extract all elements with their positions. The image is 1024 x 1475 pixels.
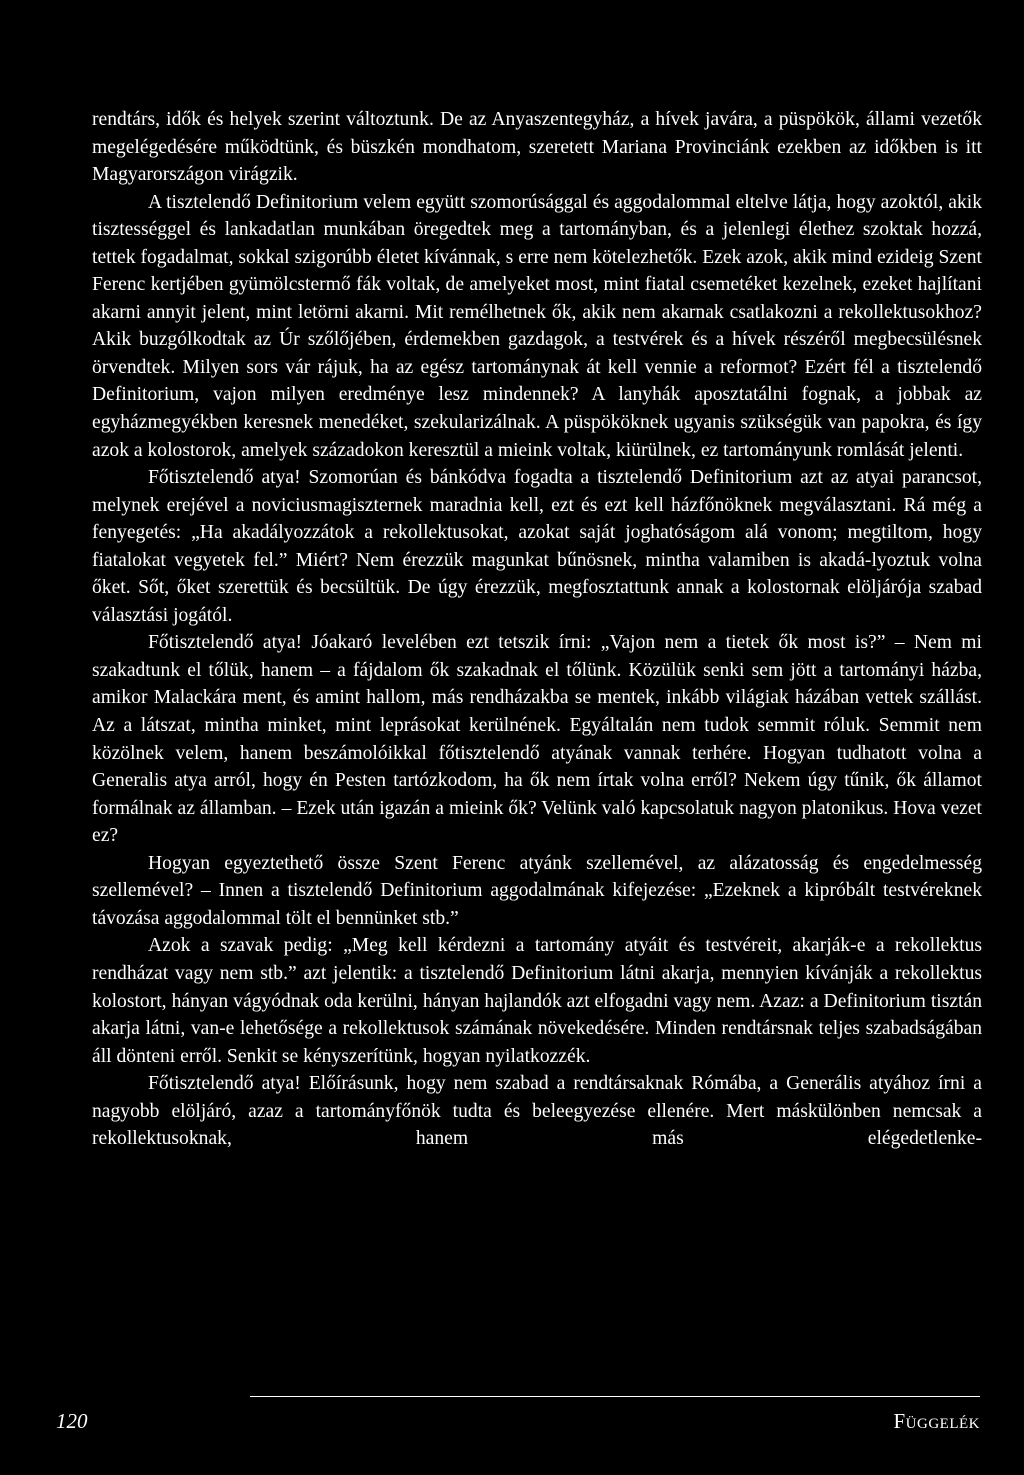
paragraph: A tisztelendő Definitorium velem együtt szomorúsággal és aggodalommal eltelve látja, hogy azoktól, akik tisztességgel és lankadatlan munkában öregedtek meg a tartományban, és a jelenlegi élethez szoktak hozzá, tettek fogadalmat, sokkal szigorúbb életet kívánnak, s erre nem kötelezhetők. Ezek azok, akik mind ezideig Szent Ferenc kertjében gyümölcstermő fák voltak, de amelyeket most, mint fiatal csemetéket kezelnek, ezeket hajlítani akarni annyit jelent, mint letörni akarni. Mit remélhetnek ők, akik nem akarnak csatlakozni a rekollektusokhoz? Akik buzgólkodtak az Úr szőlőjében, érdemekben gazdagok, a testvérek és a hívek részéről megbecsülésnek örvendtek. Milyen sors vár rájuk, ha az egész tartománynak át kell vennie a reformot? Ezért fél a tisztelendő Definitorium, vajon milyen eredménye lesz mindennek? A lanyhák aposztatálni fognak, a jobbak az egyházmegyékben keresnek menedéket, szekularizálnak. A püspököknek ugyanis szükségük van papokra, és így azok a kolostorok, amelyek századokon keresztül a mieink voltak, kiürülnek, ez tartományunk romlását jelenti. bbox=[92, 191, 982, 461]
paragraph: Főtisztelendő atya! Jóakaró levelében ezt tetszik írni: „Vajon nem a tietek ők most is?” – Nem mi szakadtunk el tőlük, hanem – a fájdalom ők szakadnak el tőlünk. Közülük senki sem jött a tartományi házba, amikor Malackára ment, és amint hallom, más rendházakba se mentek, inkább világiak házában vettek szállást. Az a látszat, mintha minket, mint leprásokat kerülnének. Egyáltalán nem tudok semmit róluk. Semmit nem közölnek velem, hanem beszámolóikkal főtisztelendő atyának vannak terhére. Hogyan tudhatott volna a Generalis atya arról, hogy én Pesten tartózkodom, ha ők nem írtak volna erről? Nekem úgy tűnik, ők államot formálnak az államban. – Ezek után igazán a mieink ők? Velünk való kapcsolatuk nagyon platonikus. Hova vezet ez? bbox=[92, 632, 982, 847]
paragraph: Azok a szavak pedig: „Meg kell kérdezni a tartomány atyáit és testvéreit, akarják-e a rekollektus rendházat vagy nem stb.” azt jelentik: a tisztelendő Definitorium látni akarja, mennyien kívánják a rekollektus kolostort, hányan vágyódnak oda kerülni, hányan hajlandók azt elfogadni vagy nem. Azaz: a Definitorium tisztán akarja látni, van-e lehetősége a rekollektusok számának növekedésére. Minden rendtársnak teljes szabadságában áll dönteni erről. Senkit se kényszerítünk, hogyan nyilatkozzék. bbox=[92, 935, 982, 1067]
page-body-text bbox=[92, 106, 982, 1153]
paragraph: Hogyan egyeztethető össze Szent Ferenc atyánk szellemével, az alázatosság és engedelmesség szellemével? – Innen a tisztelendő Definitorium aggodalmának kifejezése: „Ezeknek a kipróbált testvéreknek távozása aggodalommal tölt el bennünket stb.” bbox=[92, 852, 982, 929]
paragraph: Főtisztelendő atya! Előírásunk, hogy nem szabad a rendtársaknak Rómába, a Generális atyához írni a nagyobb elöljáró, azaz a tartományfőnök tudta és beleegyezése ellenére. Mert máskülönben nemcsak a rekollektusoknak, hanem más elégedetlenke- bbox=[92, 1073, 982, 1150]
footer-rule bbox=[250, 1396, 980, 1397]
page-number: 120 bbox=[56, 1409, 88, 1433]
running-title: Függelék bbox=[893, 1409, 980, 1433]
paragraph: Főtisztelendő atya! Szomorúan és bánkódva fogadta a tisztelendő Definitorium azt az atyai parancsot, melynek erejével a noviciusmagiszternek maradnia kell, ezt és ezt kell házfőnöknek megválasztani. Rá még a fenyegetés: „Ha akadályozzátok a rekollektusokat, azokat saját joghatóságom alá vonom; megtiltom, hogy fiatalokat vegyetek fel.” Miért? Nem érezzük magunkat bűnösnek, mintha valamiben is akadá-lyoztuk volna őket. Sőt, őket szerettük és becsültük. De úgy érezzük, megfosztattunk annak a kolostornak elöljárója szabad választási jogától. bbox=[92, 467, 982, 626]
paragraph: rendtárs, idők és helyek szerint változtunk. De az Anyaszentegyház, a hívek javára, a püspökök, állami vezetők megelégedésére működtünk, és büszkén mondhatom, szeretett Mariana Provinciánk ezekben az időkben is itt Magyarországon virágzik. bbox=[92, 109, 982, 186]
